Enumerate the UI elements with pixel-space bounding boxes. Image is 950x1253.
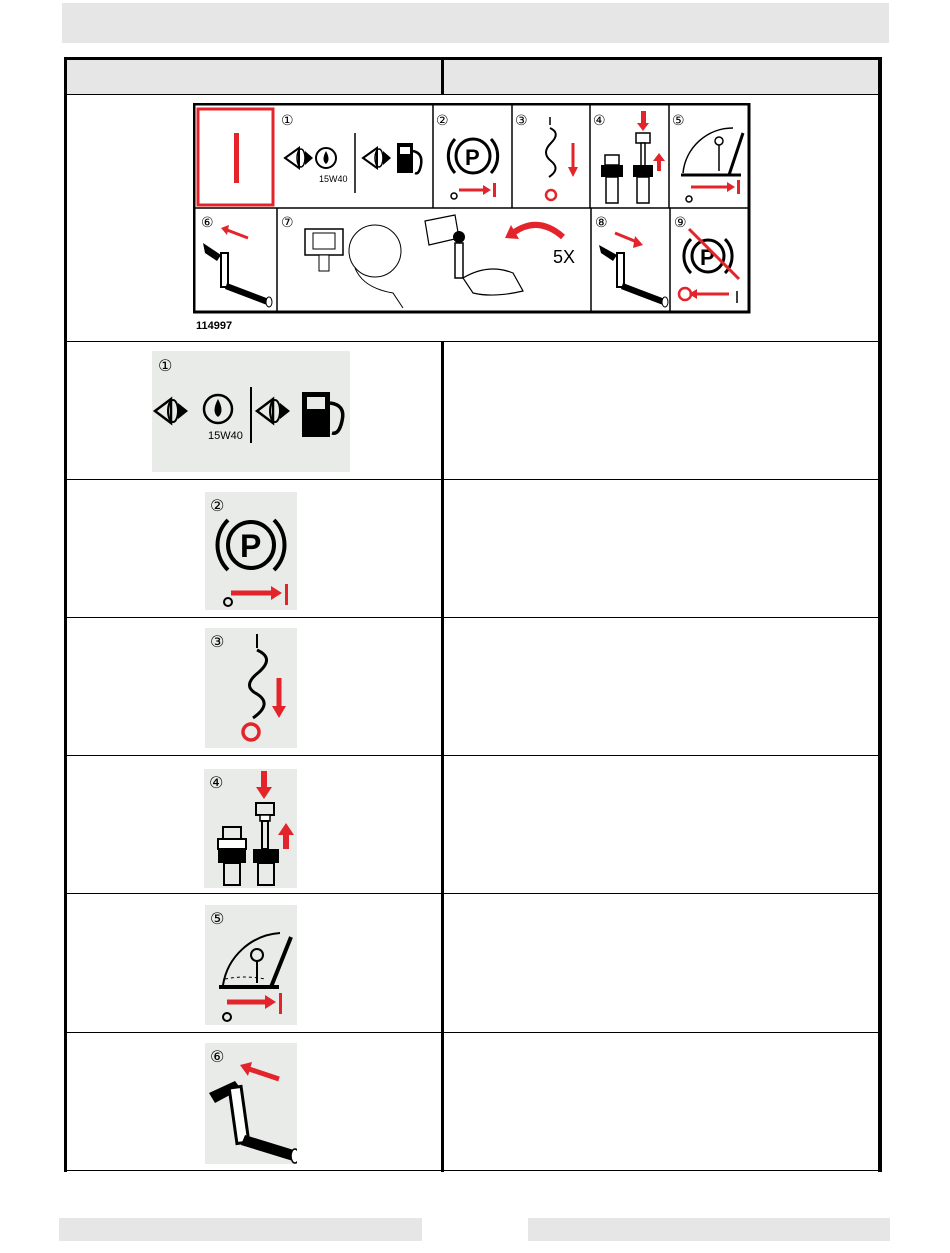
- row-1-description: [452, 352, 872, 470]
- svg-text:⑦: ⑦: [281, 215, 294, 231]
- svg-text:⑥: ⑥: [210, 1047, 225, 1066]
- svg-text:15W40: 15W40: [208, 430, 243, 442]
- svg-text:P: P: [700, 245, 715, 270]
- svg-text:⑥: ⑥: [201, 215, 214, 231]
- column-divider: [441, 341, 444, 1172]
- header-column-divider: [441, 57, 444, 95]
- svg-text:⑨: ⑨: [674, 215, 687, 231]
- row-rule-6: [64, 1032, 882, 1033]
- table-border-left: [64, 57, 67, 1172]
- parking-brake-release-icon: [205, 492, 297, 610]
- svg-text:5X: 5X: [553, 247, 576, 267]
- table-border-right: [878, 57, 882, 1172]
- row-3-description: [452, 628, 872, 746]
- row-5-description: [452, 904, 872, 1022]
- svg-text:P: P: [465, 145, 480, 170]
- page-header-band: [62, 3, 889, 43]
- ignition-on-icon: [198, 109, 273, 205]
- svg-text:③: ③: [515, 113, 528, 129]
- svg-text:15W40: 15W40: [319, 174, 348, 184]
- footer-right-band: [528, 1218, 890, 1241]
- svg-text:④: ④: [593, 113, 606, 129]
- decal-number: 114997: [196, 320, 233, 332]
- crank-handle-engage-icon: [205, 1043, 297, 1164]
- svg-text:P: P: [240, 528, 262, 564]
- svg-text:①: ①: [158, 356, 173, 375]
- footer-left-band: [59, 1218, 422, 1241]
- row-4-description: [452, 766, 872, 884]
- row-rule-3: [64, 617, 882, 618]
- row-6-description: [452, 1042, 872, 1160]
- svg-text:①: ①: [281, 113, 294, 129]
- check-oil-fuel-icon: [152, 351, 350, 472]
- column-header-symbol: [70, 62, 435, 90]
- svg-text:⑤: ⑤: [210, 909, 225, 928]
- column-header-description: [448, 62, 873, 90]
- row-rule-5: [64, 893, 882, 894]
- svg-text:④: ④: [209, 773, 224, 792]
- fuel-primer-icon: [204, 769, 297, 888]
- table-border-top: [64, 57, 882, 60]
- row-2-description: [452, 490, 872, 608]
- row-rule-2: [64, 479, 882, 480]
- svg-text:⑤: ⑤: [672, 113, 685, 129]
- svg-text:⑧: ⑧: [595, 215, 608, 231]
- row-rule-bottom: [64, 1170, 882, 1171]
- svg-text:③: ③: [210, 632, 225, 651]
- svg-text:②: ②: [436, 113, 449, 129]
- row-rule-4: [64, 755, 882, 756]
- row-rule-header: [64, 94, 882, 95]
- overview-decal: [193, 103, 753, 343]
- choke-icon: [205, 628, 297, 748]
- throttle-lever-icon: [205, 905, 297, 1025]
- svg-text:②: ②: [210, 496, 225, 515]
